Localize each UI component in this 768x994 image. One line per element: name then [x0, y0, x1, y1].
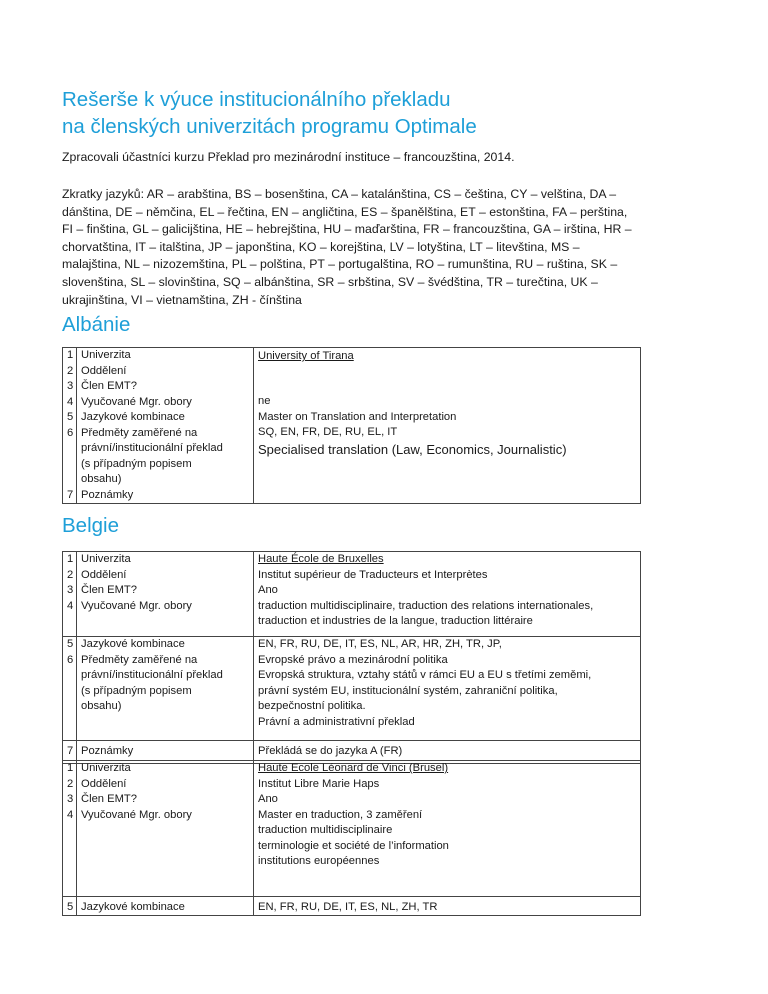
- abbr-line: FI – finština, GL – galicijština, HE – hebrejština, HU – maďarština, FR – francouzština, GA – irština, HR –: [62, 222, 632, 237]
- table-row: 5 6 Jazykové kombinace Předměty zaměřené na právní/institucionální překlad (s případným popisem obsahu) EN, FR, RU, DE, IT, ES, NL, AR, HR, ZH, TR, JP, Evropské právo a mezinárodní politika Evropská struktura, vztahy států v rámci EU a EU s třetími zeměmi, právní systém EU, institucionální systém, zahraniční politika, bezpečnostní politika. Právní a administrativní překlad: [63, 637, 641, 741]
- university-name: Haute Ecole Léonard de Vinci (Brusel): [258, 762, 449, 774]
- abbr-line: dánština, DE – němčina, EL – řečtina, EN – angličtina, ES – španělština, ET – estonština, FA – perština,: [62, 204, 628, 219]
- row-numbers: 1 2 3 4 5 6 7: [63, 348, 77, 504]
- document-title: [62, 86, 477, 140]
- albania-table: [62, 347, 641, 504]
- table-row: 1 2 3 4 Univerzita Oddělení Člen EMT? Vyučované Mgr. obory Haute Ecole Léonard de Vinci (Brusel) Institut Libre Marie Haps Ano Master en traduction, 3 zaměření traduction multidisciplinaire terminologie et société de l’information institutions européennes: [63, 761, 641, 897]
- university-name: University of Tirana: [258, 350, 354, 362]
- title-line-1: Rešerše k výuce institucionálního překladu: [62, 88, 451, 111]
- row-values: University of Tirana ne Master on Translation and Interpretation SQ, EN, FR, DE, RU, EL, IT Specialised translation (Law, Economics, Journalistic): [254, 348, 641, 504]
- abbr-line: ukrajinština, VI – vietnamština, ZH - čínština: [62, 292, 302, 307]
- section-heading-albania: Albánie: [62, 313, 131, 336]
- authors-note: Zpracovali účastníci kurzu Překlad pro mezinárodní instituce – francouzština, 2014.: [62, 150, 515, 164]
- table-row: 1 2 3 4 Univerzita Oddělení Člen EMT? Vyučované Mgr. obory Haute École de Bruxelles Institut supérieur de Traducteurs et Interprètes Ano traduction multidisciplinaire, traduction des relations internationales, traduction et industries de la langue, traduction littéraire: [63, 552, 641, 637]
- abbr-line: Zkratky jazyků: AR – arabština, BS – bosenština, CA – katalánština, CS – čeština, CY – velština, DA –: [62, 187, 617, 201]
- abbr-line: malajština, NL – nizozemština, PL – polština, PT – portugalština, RO – rumunština, RU – ruština, SK –: [62, 257, 618, 272]
- university-name: Haute École de Bruxelles: [258, 553, 384, 565]
- title-line-2: na členských univerzitách programu Optimale: [62, 115, 477, 138]
- section-heading-belgium: Belgie: [62, 514, 119, 537]
- abbr-line: chorvatština, IT – italština, JP – japonština, KO – korejština, LV – lotyština, LT – litevština, MS –: [62, 239, 580, 254]
- belgium-table-2: [62, 760, 641, 916]
- table-row: 7 Poznámky Překládá se do jazyka A (FR): [63, 741, 641, 764]
- table-row: 5 Jazykové kombinace EN, FR, RU, DE, IT, ES, NL, ZH, TR: [63, 896, 641, 916]
- table-row: [63, 348, 641, 504]
- belgium-table-1: [62, 551, 641, 764]
- row-labels: Univerzita Oddělení Člen EMT? Vyučované Mgr. obory Jazykové kombinace Předměty zaměřené na právní/institucionální překlad (s případným popisem obsahu) Poznámky: [77, 348, 254, 504]
- language-abbreviations: [62, 186, 722, 309]
- abbr-line: slovenština, SL – slovinština, SQ – albánština, SR – srbština, SV – švédština, TR – turečtina, UK –: [62, 274, 598, 289]
